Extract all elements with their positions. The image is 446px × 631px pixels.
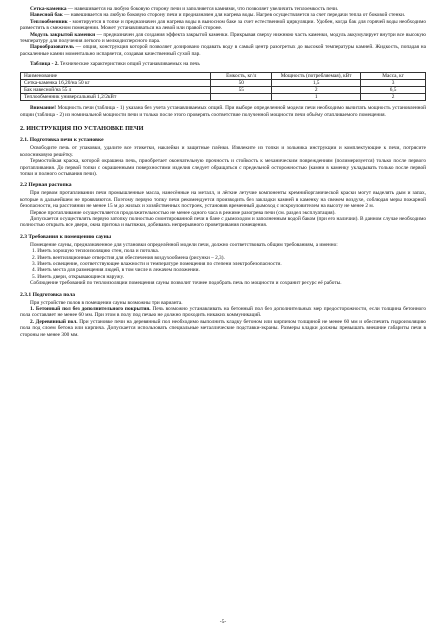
table-header: Наименование bbox=[21, 72, 211, 79]
options-descriptions bbox=[20, 6, 426, 57]
list-item: 1. Иметь хорошую теплоизоляцию стен, пола и потолка. bbox=[32, 248, 160, 255]
subsection-title: 2.1. Подготовка печи к установке bbox=[20, 137, 104, 144]
table-caption: Таблица - 2. Технические характеристики опций устанавливаемых на печь bbox=[30, 61, 200, 68]
attention-note: Внимание! Мощность печи (таблица - 1) указана без учета устанавливаемых опций. При выборе определенной модели печи необходимо вычитать мощность установленной опции (таблица - 2) из номинальной мощности печи и только после этого проверять соответствие полученной мощности печи объёму отапливаемого помещения. bbox=[20, 105, 426, 118]
list-item: 2. Иметь вентиляционные отверстия для обеспечения воздухообмена (рисунки – 2,3). bbox=[32, 254, 225, 261]
table-cell: 2 bbox=[272, 87, 361, 94]
paragraph: Допускается осуществлять первую затопку полностью смонтированной печи в бане с дымоходом и заполненным водой баком (при его наличии). В данном случае необходимо полностью открыть все двери, окна притока и вытяжки, добиваясь непрерывного проветривания помещения. bbox=[20, 215, 426, 229]
paragraph: Помещение сауны, предназначенное для установки определённой модели печи, должно соответствовать общим требованиям, а именно: bbox=[30, 241, 338, 248]
paragraph: При устройстве полов в помещении сауны возможны три варианта. bbox=[30, 299, 183, 306]
subsection-title: 2.2 Первая растопка bbox=[20, 182, 72, 189]
option-steam-generator: Парообразователь — опция, конструкция которой позволяет дозировано подавать воду в самый центр разогретых до высокой температуры камней. Жидкость, попадая на раскаленные камни моментально испаряется, создавая качественный сухой пар. bbox=[20, 44, 426, 57]
table-cell: 1,5 bbox=[272, 79, 361, 86]
page-number: -5- bbox=[219, 619, 227, 625]
option-stone-grid: Сетка-каменка — навешивается на любую боковую сторону печи и заполняется камнями, что позволяет увеличить теплоемкость печи. bbox=[30, 6, 339, 12]
table-cell bbox=[211, 94, 272, 101]
section-title: 2. ИНСТРУКЦИЯ ПО УСТАНОВКЕ ПЕЧИ bbox=[20, 125, 144, 133]
floor-variant-wood: 2. Деревянный пол. При установке печи на деревянный пол необходимо выполнить кладку бетоном или кирпичом толщиной не менее 60 мм и обеспечить гидроизоляцию пола под слоем бетона или кирпича. Допускается использовать специальные металлические подставки-экраны. Размеры кладки должны превышать внешние габариты печи в стороны не менее 300 мм. bbox=[20, 318, 426, 338]
list-item: 3. Иметь освещение, соответствующее влажности и температуре помещения по степени электробезопасности. bbox=[32, 260, 282, 267]
paragraph: Первое протапливание осуществляется продолжительностью не менее одного часа в режиме разогрева печи (см. раздел эксплуатация). bbox=[30, 209, 336, 216]
paragraph: Освободите печь от упаковки, удалите все этикетки, наклейки и защитные плёнки. Извлеките из топки и зольника инструкции и комплектующие к печи, потрясите колосниковую решётку. bbox=[20, 145, 426, 158]
table-header: Масса, кг bbox=[361, 72, 426, 79]
table-cell: Сетка-каменка 16,20/на 50 кг bbox=[21, 79, 211, 86]
table-cell: 3 bbox=[361, 79, 426, 86]
option-closed-heater-module: Модуль закрытой каменки — предназначен для создания эффекта закрытой каменки. Прикрывая сверху нижнюю часть каменки, модуль аккумулирует внутри все высокую температуру для получения легкого и мелкодисперсного пара. bbox=[20, 31, 426, 45]
table-cell: 1 bbox=[272, 94, 361, 101]
floor-variant-concrete: 1. Бетонный пол без дополнительного покрытия. Печь возможно устанавливать на бетонный пол без дополнительных мер предосторожности, если толщина бетонного пола составляет не менее 60 мм. При этом в полу под печью не должно проходить никаких коммуникаций. bbox=[20, 306, 426, 319]
table-cell: 2 bbox=[361, 94, 426, 101]
subsection-title: 2.3 Требования к помещению сауны bbox=[20, 233, 112, 240]
table-row bbox=[21, 87, 426, 94]
table-header-row bbox=[21, 72, 426, 79]
subsection-title: 2.3.1 Подготовка пола bbox=[20, 291, 76, 298]
table-cell: 6,5 bbox=[361, 87, 426, 94]
list-item: 5. Иметь двери, открывающиеся наружу. bbox=[32, 273, 124, 280]
options-table bbox=[20, 72, 426, 102]
table-header: Мощность (потребляемая), кВт bbox=[272, 72, 361, 79]
table-cell: Теплообменник универсальный 1,2/2кВт bbox=[21, 94, 211, 101]
option-heat-exchanger: Теплообменник - монтируется в топке и предназначен для нагрева воды в выносном баке за счет естественной циркуляции. Удобен, когда бак для горячей воды необходимо разместить в смежном помещении. Может устанавливаться на левой или правой стороне. bbox=[20, 18, 426, 32]
option-hanging-tank: Навесной бак — навешивается на любую боковую сторону печи и предназначен для нагрева воды. Нагрев осуществляется за счет передачи тепла от боковой стенки. bbox=[30, 12, 406, 19]
table-cell: Бак навесной/на 55 л bbox=[21, 87, 211, 94]
table-row bbox=[21, 94, 426, 101]
list-item: 4. Иметь места для размещения людей, в том числе в лежачем положении. bbox=[32, 267, 200, 274]
paragraph: При первом протапливании печи промышленные масла, нанесённые на металл, и лёгкие летучие компоненты кремнийорганической краски могут выделять дым и запах, которые в дальнейшем не проявляются. Поэтому первую топку печи рекомендуется производить без закладки камней в каменку на свежем воздухе, соблюдая меры пожарной безопасности, на расстоянии не менее 15 м до жилых и хозяйственных построек, установив временный дымоход с искроуловителем на высоту не менее 2 м. bbox=[20, 190, 426, 210]
table-row bbox=[21, 79, 426, 86]
table-cell: 55 bbox=[211, 87, 272, 94]
requirements-list bbox=[20, 248, 426, 280]
paragraph: Термостойкая краска, которой окрашена печь, приобретает окончательную прочность и стойкость к механическим повреждениям (полимеризуется) только после первого протапливания. До первой топки с окрашенными поверхностями изделия следует обращаться с предельной осторожностью (камни в каменку укладывать только после первой топки и полного остывания печи). bbox=[20, 158, 426, 177]
table-cell: 50 bbox=[211, 79, 272, 86]
table-header: Емкость, кг/л bbox=[211, 72, 272, 79]
paragraph: Соблюдение требований по теплоизоляции помещения сауны позволит точнее подобрать печь по мощности и сохранит ресурс её работы. bbox=[30, 280, 342, 287]
